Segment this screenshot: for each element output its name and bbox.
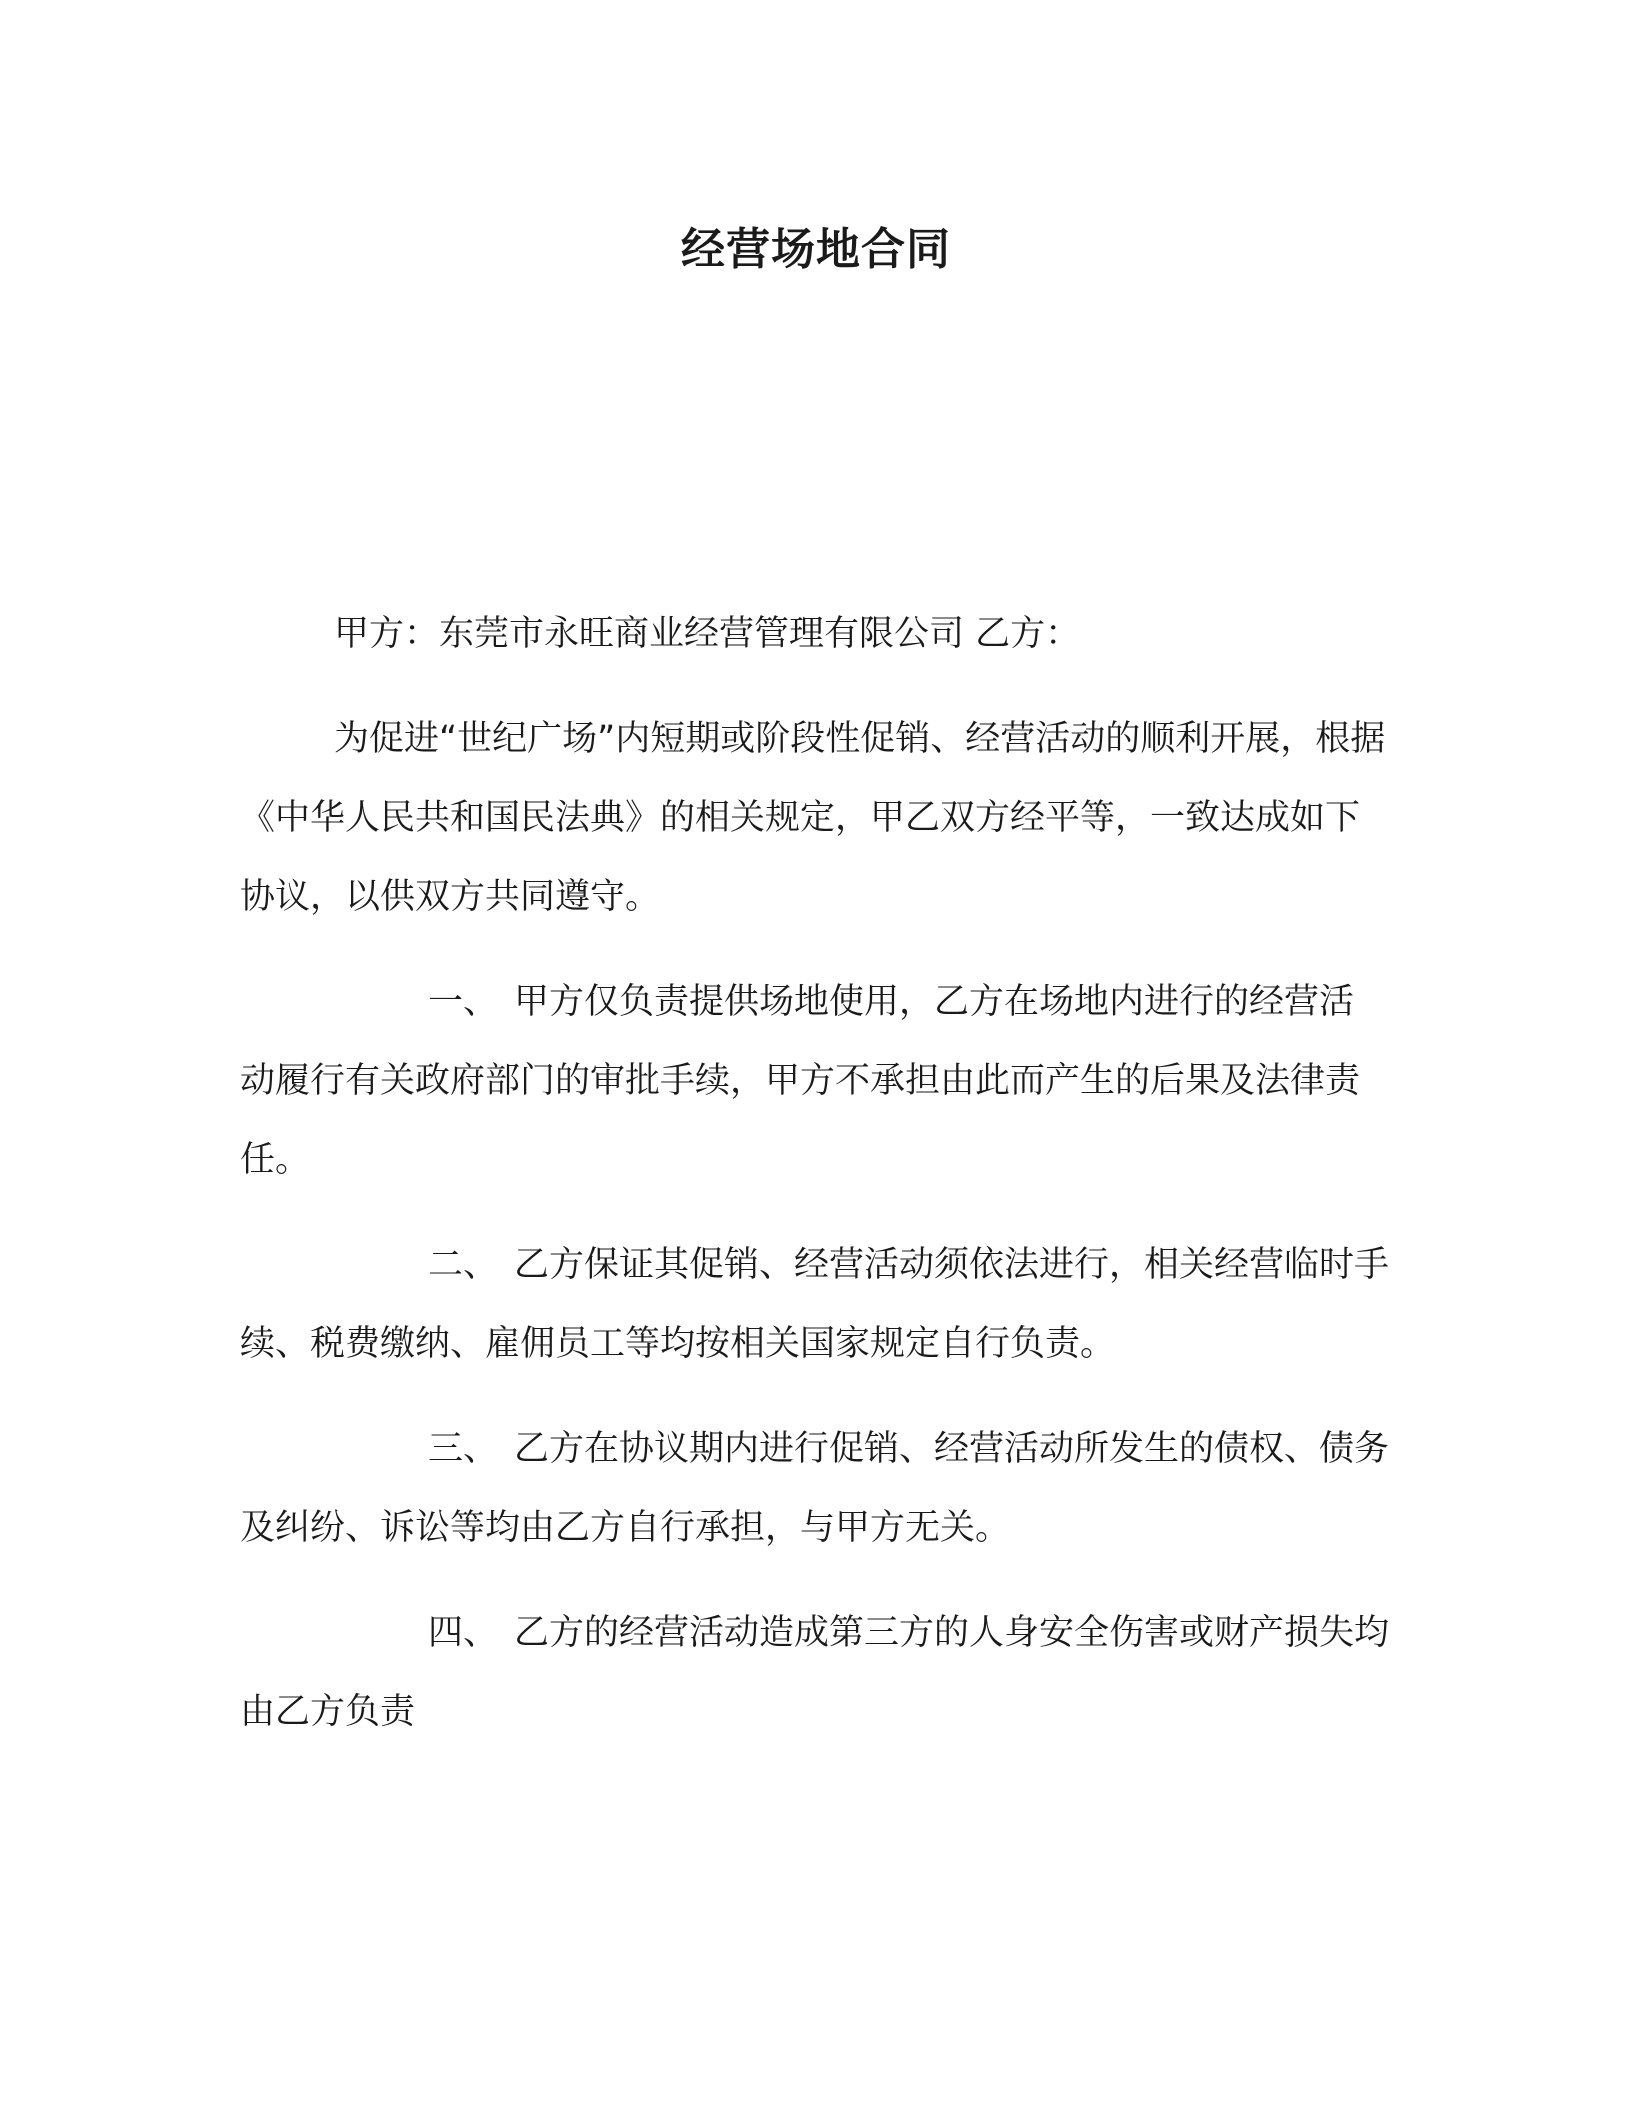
clause-number: 四、 — [428, 1613, 499, 1653]
party-a-name: 东莞市永旺商业经营管理有限公司 — [439, 614, 965, 654]
clause-2 — [240, 1226, 1410, 1384]
clause-3 — [240, 1410, 1390, 1568]
parties-line — [240, 595, 1410, 674]
document-body — [240, 595, 1410, 1778]
clause-text: 乙方的经营活动造成第三方的人身安全伤害或财产损失均由乙方负责 — [240, 1613, 1390, 1732]
clause-4 — [240, 1594, 1390, 1752]
document-title: 经营场地合同 — [681, 224, 951, 275]
preamble-paragraph: 为促进“世纪广场”内短期或阶段性促销、经营活动的顺利开展，根据《中华人民共和国民法典》的相关规定，甲乙双方经平等，一致达成如下协议，以供双方共同遵守。 — [240, 719, 1386, 917]
clause-number: 三、 — [428, 1429, 499, 1469]
party-a-label: 甲方： — [334, 614, 440, 654]
clause-number: 二、 — [428, 1245, 499, 1285]
clause-text: 乙方保证其促销、经营活动须依法进行，相关经营临时手续、税费缴纳、雇佣员工等均按相关国家规定自行负责。 — [240, 1245, 1390, 1364]
clause-number: 一、 — [428, 982, 499, 1022]
party-b-label: 乙方： — [975, 614, 1081, 654]
clause-text: 甲方仅负责提供场地使用，乙方在场地内进行的经营活动履行有关政府部门的审批手续，甲方不承担由此而产生的后果及法律责任。 — [240, 982, 1361, 1180]
clause-text: 乙方在协议期内进行促销、经营活动所发生的债权、债务及纠纷、诉讼等均由乙方自行承担，与甲方无关。 — [240, 1429, 1390, 1548]
clause-1 — [240, 963, 1380, 1200]
